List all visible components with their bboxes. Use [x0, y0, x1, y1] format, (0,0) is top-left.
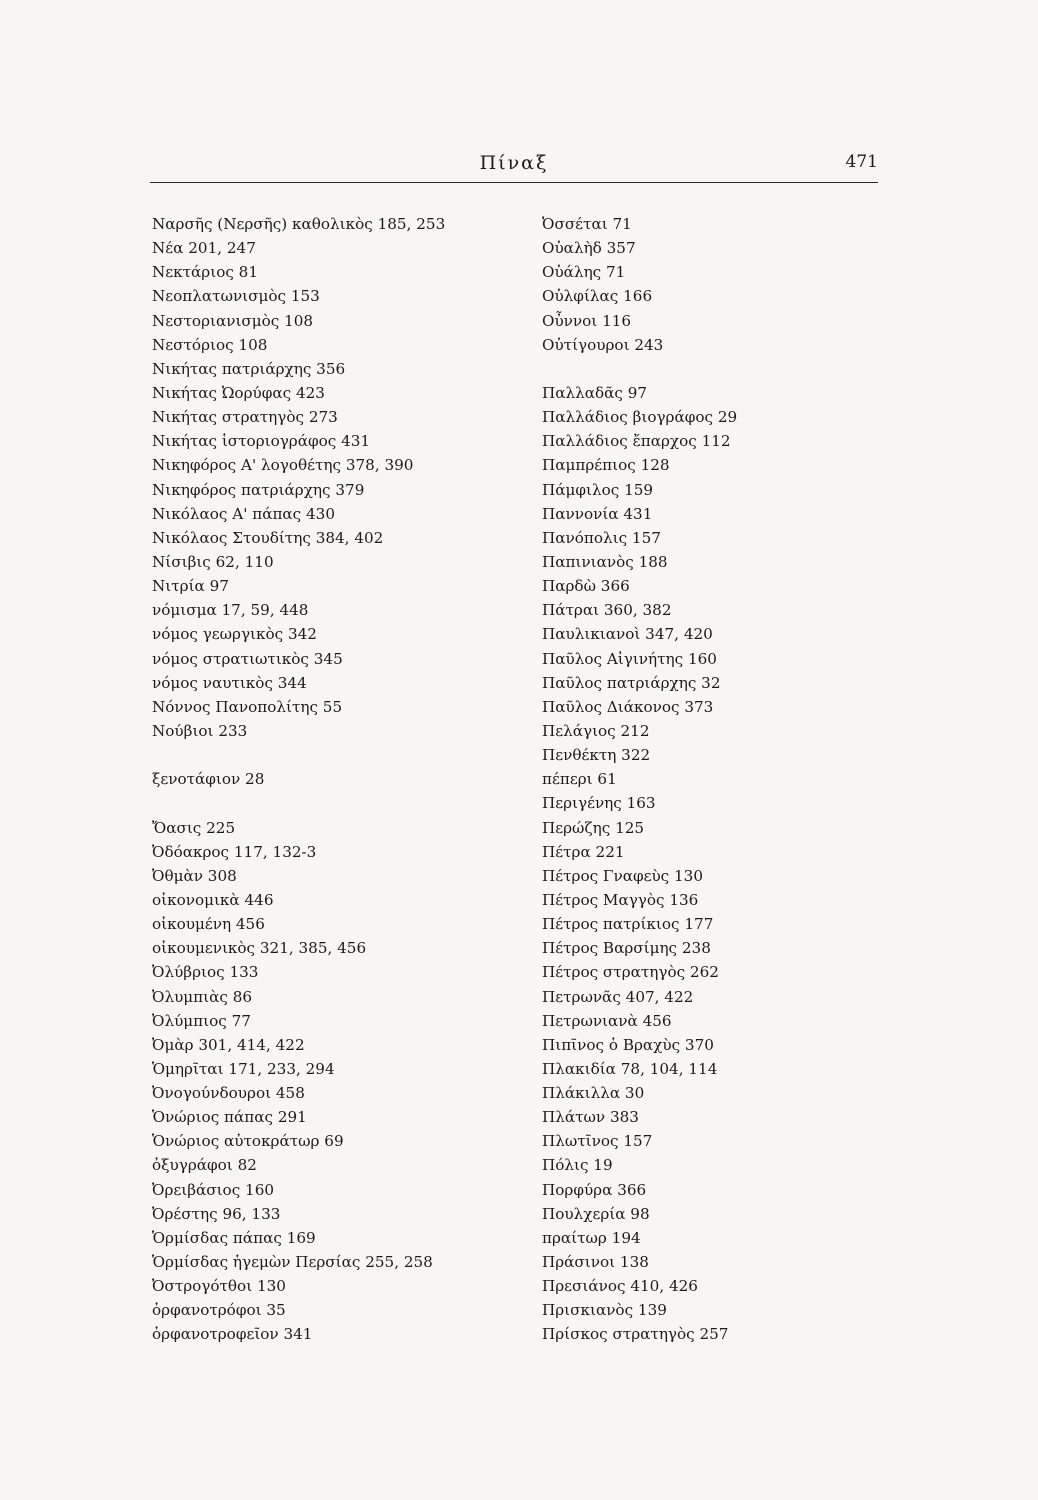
index-entry: Νούβιοι 233 [152, 721, 248, 740]
index-entry: νόμος ναυτικὸς 344 [152, 673, 307, 692]
index-entry: Παλλάδιος βιογράφος 29 [542, 408, 738, 427]
index-entry: Ὀσσέται 71 [542, 215, 632, 233]
index-entry: ὀρφανοτρόφοι 35 [152, 1301, 286, 1320]
index-entry: Πλακιδία 78, 104, 114 [542, 1059, 718, 1078]
index-entry: Πέτρος πατρίκιος 177 [542, 915, 714, 934]
index-entry: νόμος γεωργικὸς 342 [152, 625, 317, 644]
index-entry: Πράσινοι 138 [542, 1253, 649, 1272]
index-entry: Πετρωνᾶς 407, 422 [542, 987, 694, 1006]
index-entry: Οὐλφίλας 166 [542, 287, 653, 306]
index-entry: Πιπῖνος ὁ Βραχὺς 370 [542, 1035, 714, 1054]
index-entry: Περώζης 125 [542, 818, 645, 837]
index-entry: Πρίσκος στρατηγὸς 257 [542, 1325, 729, 1344]
index-entry: ξενοτάφιον 28 [152, 770, 265, 789]
index-entry: Πλωτῖνος 157 [542, 1132, 653, 1151]
index-entry: Πετρωνιανὰ 456 [542, 1011, 672, 1030]
index-entry: πέπερι 61 [542, 770, 617, 789]
index-entry: Ὀλύβριος 133 [152, 963, 259, 982]
index-entry: Πανόπολις 157 [542, 528, 661, 547]
index-entry: Ὁνώριος αὐτοκράτωρ 69 [152, 1132, 344, 1151]
index-entry: Ὀδόακρος 117, 132-3 [152, 842, 317, 861]
index-entry: Ὀλυμπιὰς 86 [152, 987, 253, 1006]
index-entry: πραίτωρ 194 [542, 1228, 641, 1247]
index-section-gap [152, 791, 522, 815]
index-entry: Νικήτας στρατηγὸς 273 [152, 408, 338, 427]
index-entry: Πέτρος Γναφεὺς 130 [542, 866, 704, 885]
index-entry: Πόλις 19 [542, 1156, 613, 1175]
index-section-gap [152, 743, 522, 767]
page-header [150, 152, 878, 182]
index-entry: Ὀλύμπιος 77 [152, 1011, 251, 1030]
index-entry: Πέτρος Μαγγὸς 136 [542, 890, 699, 909]
index-entry: Νικόλαος Στουδίτης 384, 402 [152, 528, 384, 547]
index-entry: Παρδὼ 366 [542, 577, 630, 596]
page-title: Πίναξ [479, 152, 549, 174]
index-entry: Παῦλος πατριάρχης 32 [542, 673, 721, 692]
index-entry: Νεοπλατωνισμὸς 153 [152, 287, 320, 306]
index-entry: Οὐάλης 71 [542, 263, 626, 282]
index-section-gap [542, 357, 882, 381]
index-entry: Νικόλαος Α' πάπας 430 [152, 504, 336, 523]
index-entry: Πέτρος Βαρσίμης 238 [542, 939, 711, 958]
index-entry: ὀρφανοτροφεῖον 341 [152, 1325, 313, 1344]
index-entry: Ὀμὰρ 301, 414, 422 [152, 1035, 305, 1054]
index-entry: Πρεσιάνος 410, 426 [542, 1277, 698, 1296]
index-entry: Πάτραι 360, 382 [542, 601, 672, 620]
page-number: 471 [845, 152, 878, 172]
index-entry: Ὀθμὰν 308 [152, 866, 237, 885]
index-entry: Ὁνώριος πάπας 291 [152, 1108, 307, 1127]
index-entry: Πουλχερία 98 [542, 1204, 650, 1223]
index-column-right [542, 212, 882, 1347]
index-entry: Ὀρειβάσιος 160 [152, 1180, 275, 1199]
index-entry: Ὁμηρῖται 171, 233, 294 [152, 1059, 335, 1078]
index-entry: Πάμφιλος 159 [542, 480, 654, 499]
index-entry: Ὀνογούνδουροι 458 [152, 1084, 305, 1103]
index-entry: Ὄασις 225 [152, 818, 236, 837]
index-entry: Νίσιβις 62, 110 [152, 552, 274, 571]
index-entry: Παυλικιανοὶ 347, 420 [542, 625, 713, 644]
index-entry: Παῦλος Διάκονος 373 [542, 697, 714, 716]
index-entry: Πενθέκτη 322 [542, 746, 651, 765]
index-entry: Νιτρία 97 [152, 577, 229, 596]
index-entry: Οὖννοι 116 [542, 311, 632, 330]
index-entry: οἰκουμενικὸς 321, 385, 456 [152, 939, 367, 958]
index-entry: Πορφύρα 366 [542, 1180, 647, 1199]
index-entry: Οὐαλὴδ 357 [542, 239, 636, 258]
index-entry: οἰκονομικὰ 446 [152, 890, 274, 909]
index-entry: Οὐτίγουροι 243 [542, 335, 664, 354]
index-entry: Νέα 201, 247 [152, 239, 256, 258]
index-entry: Νικήτας ἱστοριογράφος 431 [152, 432, 371, 451]
header-rule [150, 182, 878, 183]
index-entry: Παπινιανὸς 188 [542, 552, 668, 571]
index-entry: Ὁρμίσδας πάπας 169 [152, 1228, 316, 1247]
index-column-left [152, 212, 522, 1347]
index-entry: Ναρσῆς (Νερσῆς) καθολικὸς 185, 253 [152, 215, 446, 233]
index-entry: Παῦλος Αἰγινήτης 160 [542, 649, 717, 668]
index-entry: Νόννος Πανοπολίτης 55 [152, 697, 343, 716]
index-entry: Νικηφόρος πατριάρχης 379 [152, 480, 365, 499]
index-entry: οἰκουμένη 456 [152, 915, 265, 934]
index-entry: Πλάκιλλα 30 [542, 1084, 645, 1103]
index-entry: Πέτρα 221 [542, 842, 625, 861]
index-entry: Νικηφόρος Α' λογοθέτης 378, 390 [152, 456, 414, 475]
index-entry: Πελάγιος 212 [542, 721, 650, 740]
index-entry: Νικήτας Ὠορύφας 423 [152, 383, 325, 402]
index-entry: Παμπρέπιος 128 [542, 456, 670, 475]
index-entry: νόμισμα 17, 59, 448 [152, 601, 309, 620]
index-entry: Πρισκιανὸς 139 [542, 1301, 667, 1320]
index-entry: Νεστόριος 108 [152, 335, 268, 354]
index-entry: ὀξυγράφοι 82 [152, 1156, 257, 1175]
index-entry: Ὁρμίσδας ἡγεμὼν Περσίας 255, 258 [152, 1253, 433, 1272]
index-entry: Ὀστρογότθοι 130 [152, 1277, 286, 1296]
index-entry: Πέτρος στρατηγὸς 262 [542, 963, 719, 982]
index-entry: Παλλάδιος ἔπαρχος 112 [542, 432, 731, 451]
index-entry: Νεστοριανισμὸς 108 [152, 311, 314, 330]
index-entry: Παννονία 431 [542, 504, 653, 523]
index-entry: Νικήτας πατριάρχης 356 [152, 359, 346, 378]
index-entry: νόμος στρατιωτικὸς 345 [152, 649, 343, 668]
index-entry: Νεκτάριος 81 [152, 263, 258, 282]
index-entry: Παλλαδᾶς 97 [542, 383, 648, 402]
index-entry: Περιγένης 163 [542, 794, 656, 813]
index-entry: Ὀρέστης 96, 133 [152, 1204, 281, 1223]
index-entry: Πλάτων 383 [542, 1108, 639, 1127]
